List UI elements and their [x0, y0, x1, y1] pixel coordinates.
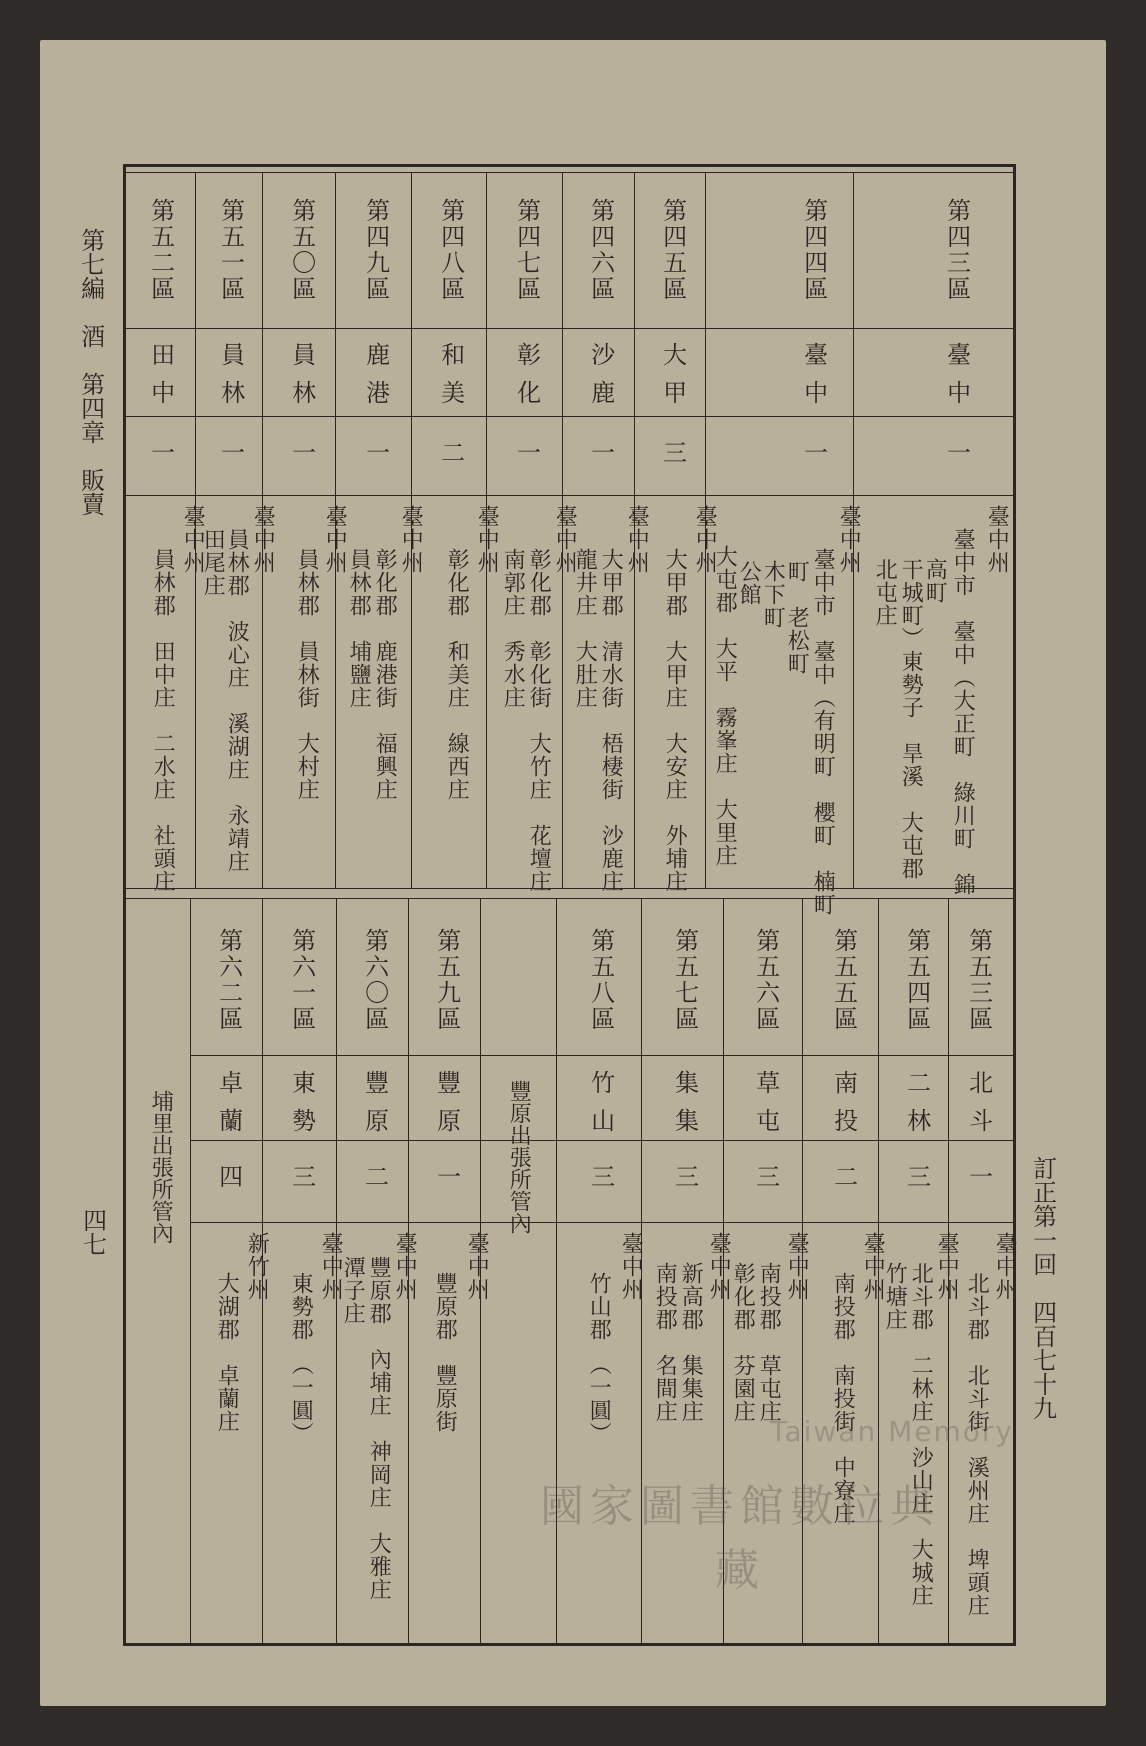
district-label: 第六〇區	[360, 928, 389, 1032]
count-value: 二	[829, 1164, 858, 1188]
place-name: 臺中	[799, 342, 828, 418]
place-name: 草屯	[751, 1070, 780, 1146]
count-value: 一	[964, 1164, 993, 1188]
count-value: 三	[670, 1164, 699, 1188]
district-label: 第五五區	[829, 928, 858, 1032]
district-label: 第四四區	[799, 198, 828, 302]
place-name: 沙鹿	[586, 342, 615, 418]
district-label: 第五三區	[964, 928, 993, 1032]
watermark-latin: Taiwan Memory	[770, 1415, 1014, 1448]
district-label: 第六二區	[214, 928, 243, 1032]
place-name: 臺中	[942, 342, 971, 418]
count-value: 三	[751, 1164, 780, 1188]
place-name: 鹿港	[361, 342, 390, 418]
puli-office-note: 埔里出張所管內	[148, 1090, 174, 1244]
district-label: 第五六區	[751, 928, 780, 1032]
district-label: 第五七區	[670, 928, 699, 1032]
district-label: 第四八區	[436, 198, 465, 302]
district-label: 第五二區	[146, 198, 175, 302]
count-value: 一	[146, 440, 175, 464]
place-name: 和美	[436, 342, 465, 418]
place-name: 田中	[146, 342, 175, 418]
place-name: 竹山	[586, 1070, 615, 1146]
district-label: 第四六區	[586, 198, 615, 302]
count-value: 一	[799, 440, 828, 464]
revision-note: 訂正第一回 四百七十九	[1028, 1156, 1057, 1420]
district-label: 第四五區	[658, 198, 687, 302]
place-name: 集集	[670, 1070, 699, 1146]
count-value: 一	[287, 440, 316, 464]
district-label: 第五九區	[432, 928, 461, 1032]
count-value: 三	[287, 1164, 316, 1188]
chapter-heading: 第七編 酒 第四章 販賣	[76, 228, 105, 516]
count-value: 三	[586, 1164, 615, 1188]
count-value: 一	[586, 440, 615, 464]
page-number: 四七	[78, 1208, 107, 1256]
count-value: 一	[216, 440, 245, 464]
district-label: 第四三區	[942, 198, 971, 302]
district-label: 第六一區	[287, 928, 316, 1032]
place-name: 東勢	[287, 1070, 316, 1146]
place-name: 豐原	[360, 1070, 389, 1146]
fengyuan-office-note: 豐原出張所管內	[506, 1080, 532, 1234]
place-name: 二林	[902, 1070, 931, 1146]
place-name: 卓蘭	[214, 1070, 243, 1146]
district-label: 第四九區	[361, 198, 390, 302]
count-value: 一	[512, 440, 541, 464]
count-value: 三	[658, 440, 687, 464]
watermark-library: 國家圖書館數位典藏	[540, 1481, 940, 1596]
count-value: 三	[902, 1164, 931, 1188]
place-name: 豐原	[432, 1070, 461, 1146]
district-label: 第五〇區	[287, 198, 316, 302]
count-value: 二	[436, 440, 465, 464]
count-value: 二	[360, 1164, 389, 1188]
district-label: 第五四區	[902, 928, 931, 1032]
place-name: 員林	[216, 342, 245, 418]
place-name: 大甲	[658, 342, 687, 418]
place-name: 北斗	[964, 1070, 993, 1146]
count-value: 一	[942, 440, 971, 464]
count-value: 四	[214, 1164, 243, 1188]
count-value: 一	[361, 440, 390, 464]
place-name: 彰化	[512, 342, 541, 418]
district-label: 第五一區	[216, 198, 245, 302]
district-label: 第五八區	[586, 928, 615, 1032]
place-name: 南投	[829, 1070, 858, 1146]
count-value: 一	[432, 1164, 461, 1188]
place-name: 員林	[287, 342, 316, 418]
district-label: 第四七區	[512, 198, 541, 302]
